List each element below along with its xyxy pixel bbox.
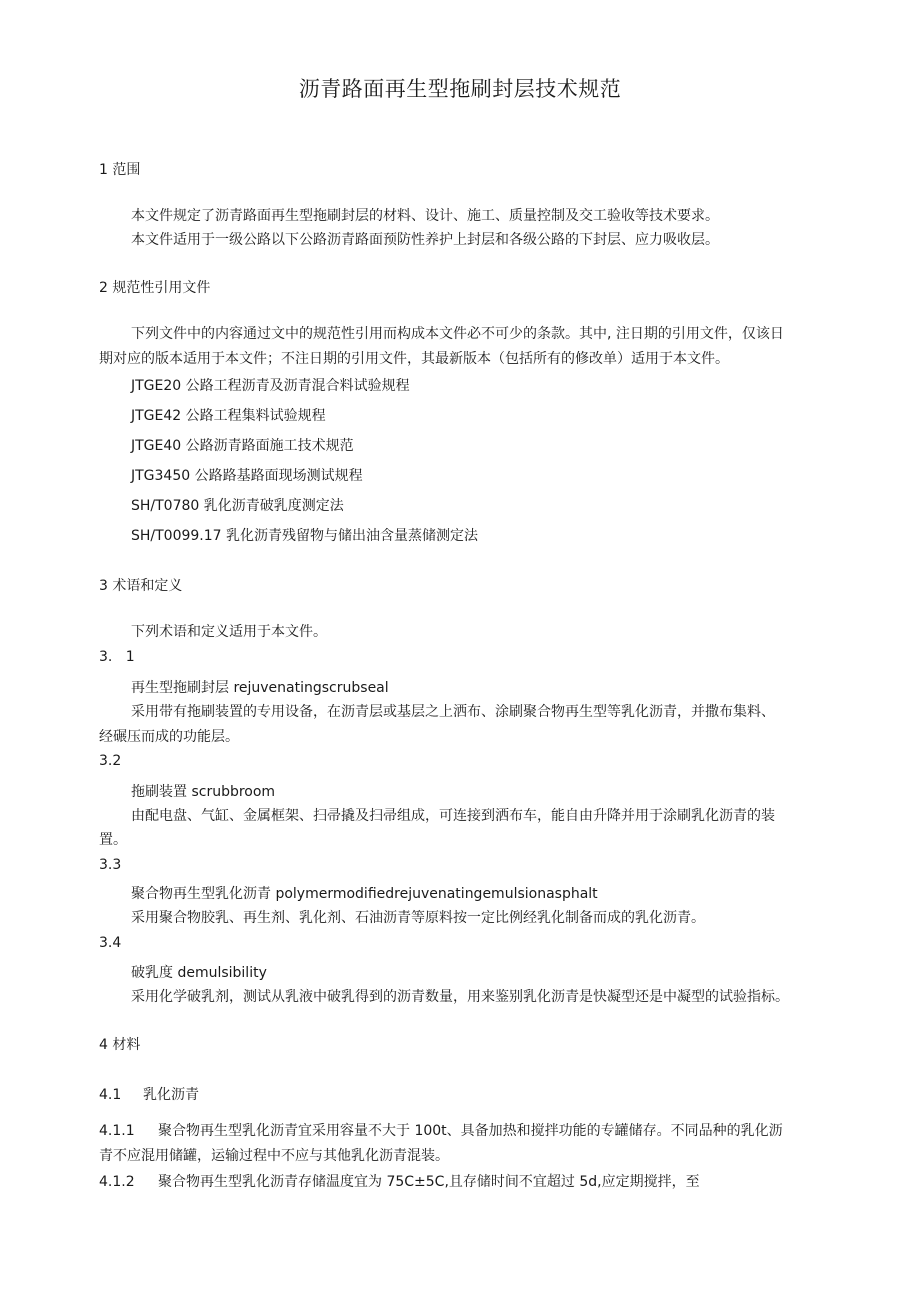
document-title: 沥青路面再生型拖刷封层技术规范	[298, 77, 622, 101]
reference-item: JTGE42 公路工程集料试验规程	[131, 408, 326, 424]
clause-text: 聚合物再生型乳化沥青存储温度宜为 75C±5C,且存储时间不宜超过 5d,应定期搅拌，至	[158, 1174, 700, 1190]
section-2-paragraph-line-1: 下列文件中的内容通过文中的规范性引用而构成本文件必不可少的条款。其中, 注日期的引用文件，仅该日	[131, 326, 784, 342]
reference-item: JTGE20 公路工程沥青及沥青混合料试验规程	[131, 378, 410, 394]
subsection-number: 4.1	[99, 1087, 122, 1103]
reference-item: SH/T0780 乳化沥青破乳度测定法	[131, 498, 344, 514]
term-number: 3. 1	[99, 649, 135, 665]
reference-item: JTGE40 公路沥青路面施工技术规范	[131, 438, 354, 454]
subsection-4-1-heading	[99, 1085, 199, 1105]
term-name: 拖刷装置 scrubbroom	[131, 784, 276, 800]
section-2-paragraph-line-2: 期对应的版本适用于本文件；不注日期的引用文件，其最新版本（包括所有的修改单）适用于本文件。	[99, 351, 729, 367]
term-number: 3.2	[99, 753, 122, 769]
term-name: 再生型拖刷封层 rejuvenatingscrubseal	[131, 680, 389, 696]
clause-4-1-1-line-1	[99, 1121, 783, 1141]
term-definition-line-1: 采用聚合物胶乳、再生剂、乳化剂、石油沥青等原料按一定比例经乳化制备而成的乳化沥青。	[131, 910, 705, 926]
term-definition-line-1: 采用化学破乳剂，测试从乳液中破乳得到的沥青数量，用来鉴别乳化沥青是快凝型还是中凝型的试验指标。	[131, 989, 789, 1005]
clause-4-1-2-line-1	[99, 1172, 700, 1192]
reference-item: SH/T0099.17 乳化沥青残留物与储出油含量蒸储测定法	[131, 528, 479, 544]
clause-4-1-1-line-2: 青不应混用储罐，运输过程中不应与其他乳化沥青混装。	[99, 1148, 449, 1164]
section-4-heading: 4 材料	[99, 1037, 141, 1053]
reference-item: JTG3450 公路路基路面现场测试规程	[131, 468, 363, 484]
term-name: 聚合物再生型乳化沥青 polymermodifiedrejuvenatingemulsionasphalt	[131, 886, 598, 902]
subsection-title: 乳化沥青	[143, 1087, 199, 1103]
section-3-intro: 下列术语和定义适用于本文件。	[131, 624, 327, 640]
clause-text: 聚合物再生型乳化沥青宜采用容量不大于 100t、具备加热和搅拌功能的专罐储存。不同品种的乳化沥	[158, 1123, 783, 1139]
section-3-heading: 3 术语和定义	[99, 578, 183, 594]
section-2-heading: 2 规范性引用文件	[99, 280, 211, 296]
term-definition-line-2: 经碾压而成的功能层。	[99, 729, 239, 745]
term-definition-line-1: 由配电盘、气缸、金属框架、扫帚撬及扫帚组成，可连接到洒布车，能自由升降并用于涂刷乳化沥青的装	[131, 808, 775, 824]
term-number: 3.4	[99, 935, 122, 951]
section-1-heading: 1 范围	[99, 162, 141, 178]
term-name: 破乳度 demulsibility	[131, 965, 267, 981]
clause-number: 4.1.2	[99, 1174, 135, 1190]
term-definition-line-1: 采用带有拖刷装置的专用设备，在沥青层或基层之上洒布、涂刷聚合物再生型等乳化沥青，并撒布集料、	[131, 704, 775, 720]
section-1-paragraph-1: 本文件规定了沥青路面再生型拖刷封层的材料、设计、施工、质量控制及交工验收等技术要求。	[131, 208, 719, 224]
term-definition-line-2: 置。	[99, 832, 127, 848]
clause-number: 4.1.1	[99, 1123, 135, 1139]
section-1-paragraph-2: 本文件适用于一级公路以下公路沥青路面预防性养护上封层和各级公路的下封层、应力吸收层。	[131, 232, 719, 248]
term-number: 3.3	[99, 857, 122, 873]
